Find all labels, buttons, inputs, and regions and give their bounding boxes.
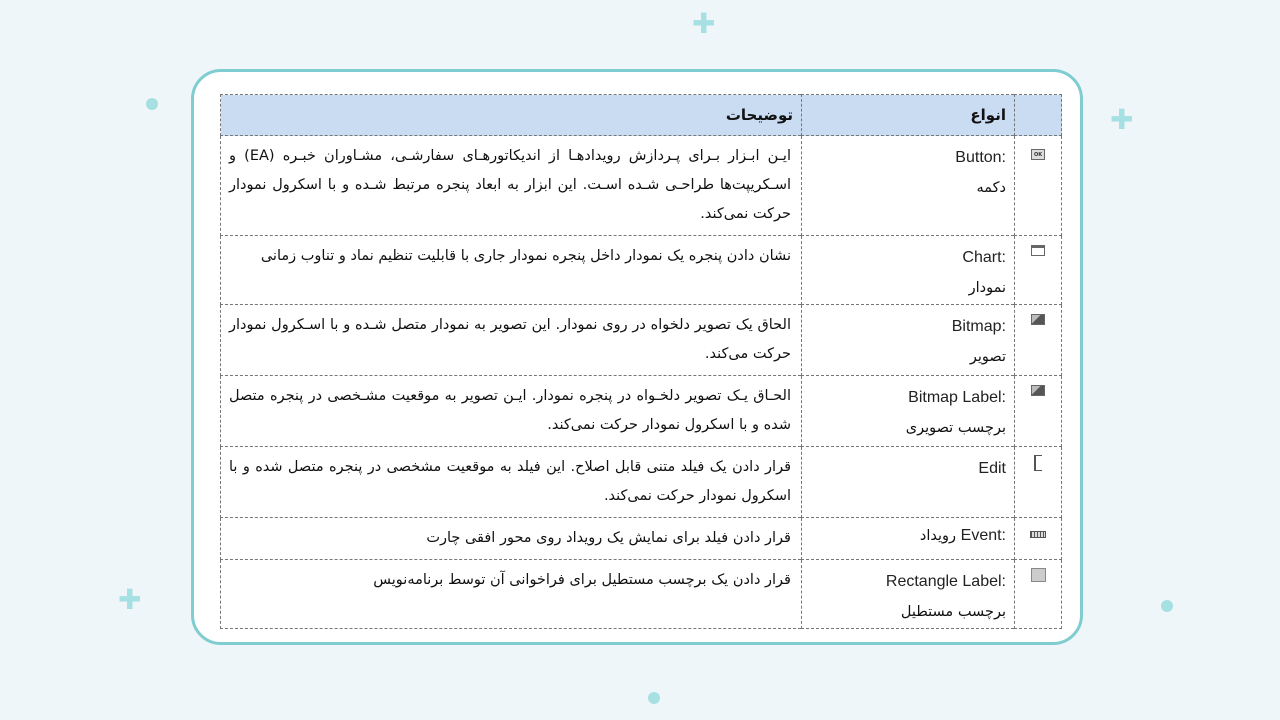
table-row	[221, 518, 1062, 560]
table-header-row	[221, 95, 1062, 136]
indicator-types-table	[220, 94, 1062, 629]
table-row	[221, 560, 1062, 629]
plus-decoration-icon: ✚	[1110, 103, 1134, 136]
descriptions-column-header: توضیحات	[221, 95, 802, 136]
type-name: Bitmap Label:	[908, 389, 1006, 406]
plus-decoration-icon: ✚	[118, 583, 142, 616]
type-name: Rectangle Label:	[885, 573, 1006, 590]
type-persian-name: نمودار	[968, 280, 1006, 296]
type-name: Bitmap:	[951, 318, 1006, 335]
type-name: Event:	[960, 527, 1006, 544]
slide-card	[191, 69, 1083, 645]
type-description: الحـاق یـک تصویر دلخـواه در پنجره نمودار. ایـن تصویر به موقعیت مشـخصی در پنجره متصل شده و با اسکرول نمودار حرکت نمی‌کند.	[221, 376, 802, 447]
table-row	[221, 305, 1062, 376]
type-name: Button:	[955, 149, 1006, 166]
bitmap-label-icon	[1031, 385, 1045, 396]
event-icon	[1030, 531, 1046, 538]
rectangle-label-icon	[1031, 568, 1046, 582]
plus-decoration-icon: ✚	[692, 7, 716, 40]
type-description: ایـن ابـزار بـرای پـردازش رویدادهـا از اندیکاتورهـای سفارشـی، مشـاوران خبـره (EA) و اسـکریپت‌ها طراحـی شـده اسـت. این ابزار به ابعاد پنجره مرتبط شـده و با اسکرول نمودار حرکت نمی‌کند.	[221, 136, 802, 236]
bitmap-icon	[1031, 314, 1045, 325]
type-persian-name: برچسب تصویری	[905, 420, 1006, 436]
type-name: Edit	[978, 460, 1006, 477]
edit-icon	[1034, 455, 1042, 471]
dot-decoration-icon	[1161, 600, 1173, 612]
type-description: الحاق یک تصویر دلخواه در روی نمودار. این تصویر به نمودار متصل شـده و با اسـکرول نمودار حرکت می‌کند.	[221, 305, 802, 376]
type-name: Chart:	[962, 249, 1006, 266]
type-description: قرار دادن یک فیلد متنی قابل اصلاح. این فیلد به موقعیت مشخصی در پنجره متصل شده و با اسکرول نمودار حرکت نمی‌کند.	[221, 447, 802, 518]
table-row	[221, 447, 1062, 518]
type-persian-name: تصویر	[969, 349, 1006, 365]
table-row	[221, 376, 1062, 447]
table-row	[221, 236, 1062, 305]
button-icon: OK	[1031, 149, 1045, 160]
type-persian-name: برچسب مستطیل	[900, 604, 1006, 620]
type-description: نشان دادن پنجره یک نمودار داخل پنجره نمودار جاری با قابلیت تنظیم نماد و تناوب زمانی	[221, 236, 802, 305]
type-persian-name: رویداد	[919, 528, 957, 544]
dot-decoration-icon	[146, 98, 158, 110]
type-description: قرار دادن یک برچسب مستطیل برای فراخوانی آن توسط برنامه‌نویس	[221, 560, 802, 629]
types-column-header: انواع	[802, 95, 1015, 136]
table-row	[221, 136, 1062, 236]
icon-column-header	[1015, 95, 1062, 136]
type-description: قرار دادن فیلد برای نمایش یک رویداد روی محور افقی چارت	[221, 518, 802, 560]
dot-decoration-icon	[648, 692, 660, 704]
type-persian-name: دکمه	[976, 180, 1006, 196]
chart-icon	[1031, 245, 1045, 256]
